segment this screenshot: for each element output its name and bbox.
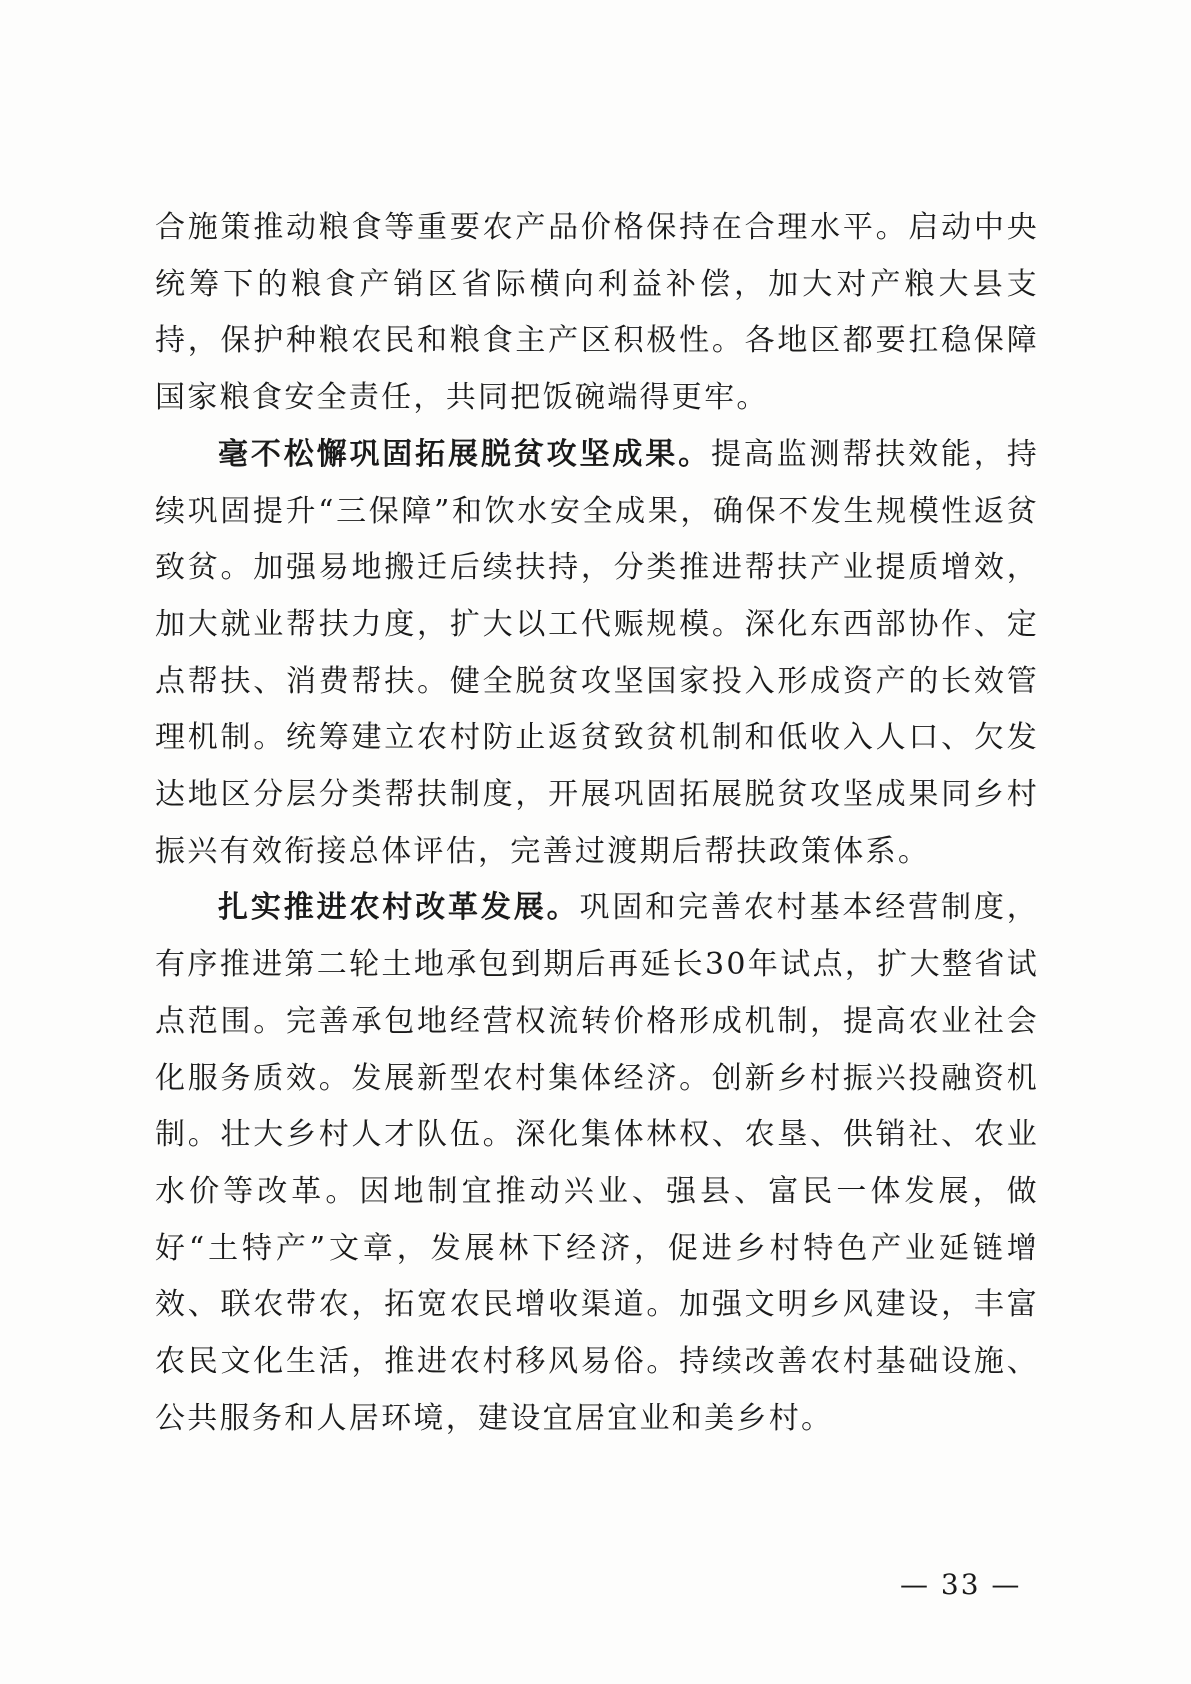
paragraph-3-lead: 扎实推进农村改革发展。 (218, 890, 580, 926)
paragraph-2-lead: 毫不松懈巩固拓展脱贫攻坚成果。 (218, 436, 711, 472)
paragraph-1 (155, 200, 1039, 427)
paragraph-1-text: 合施策推动粮食等重要农产品价格保持在合理水平。启动中央统筹下的粮食产销区省际横向利益补偿，加大对产粮大县支持，保护种粮农民和粮食主产区积极性。各地区都要扛稳保障国家粮食安全责任，共同把饭碗端得更牢。 (155, 210, 1039, 416)
paragraph-3 (155, 880, 1039, 1447)
paragraph-2-text: 提高监测帮扶效能，持续巩固提升“三保障”和饮水安全成果，确保不发生规模性返贫致贫。加强易地搬迁后续扶持，分类推进帮扶产业提质增效，加大就业帮扶力度，扩大以工代赈规模。深化东西部协作、定点帮扶、消费帮扶。健全脱贫攻坚国家投入形成资产的长效管理机制。统筹建立农村防止返贫致贫机制和低收入人口、欠发达地区分层分类帮扶制度，开展巩固拓展脱贫攻坚成果同乡村振兴有效衔接总体评估，完善过渡期后帮扶政策体系。 (155, 436, 1039, 869)
document-body (155, 200, 1039, 1447)
page-number: — 33 — (900, 1568, 1022, 1601)
paragraph-3-text: 巩固和完善农村基本经营制度，有序推进第二轮土地承包到期后再延长30年试点，扩大整省试点范围。完善承包地经营权流转价格形成机制，提高农业社会化服务质效。发展新型农村集体经济。创新乡村振兴投融资机制。壮大乡村人才队伍。深化集体林权、农垦、供销社、农业水价等改革。因地制宜推动兴业、强县、富民一体发展，做好“土特产”文章，发展林下经济，促进乡村特色产业延链增效、联农带农，拓宽农民增收渠道。加强文明乡风建设，丰富农民文化生活，推进农村移风易俗。持续改善农村基础设施、公共服务和人居环境，建设宜居宜业和美乡村。 (155, 890, 1039, 1436)
paragraph-2 (155, 427, 1039, 881)
